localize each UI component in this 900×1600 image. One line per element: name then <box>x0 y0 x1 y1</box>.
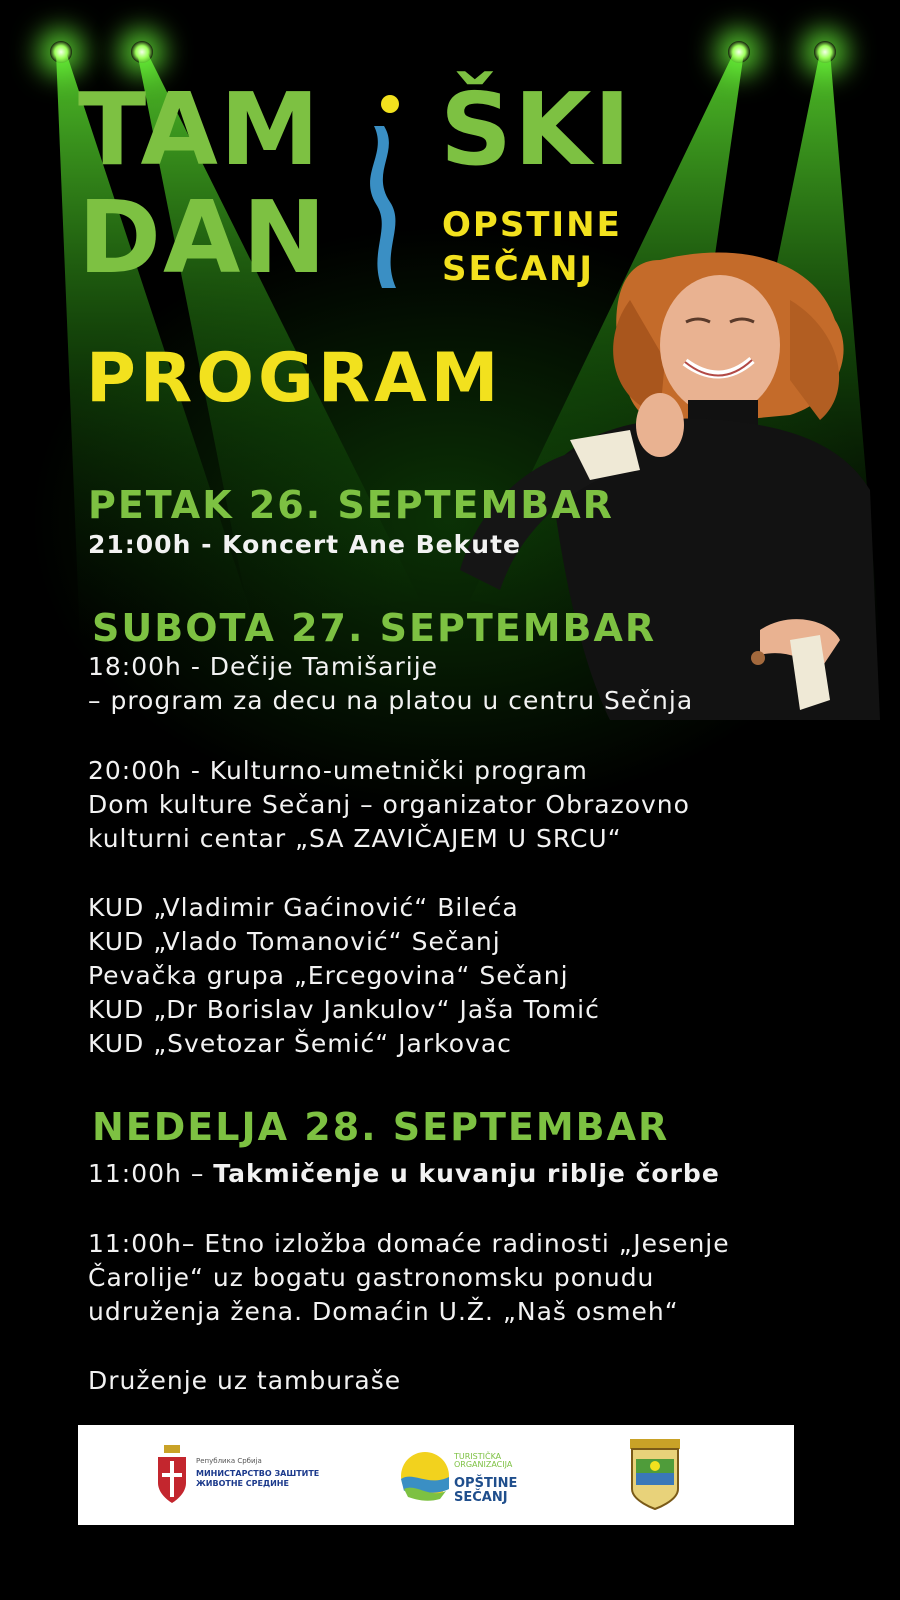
event-line: 21:00h - Koncert Ane Bekute <box>88 530 521 559</box>
festival-title-part2: ŠKI <box>440 71 633 188</box>
ensemble-line: KUD „Vlado Tomanović“ Sečanj <box>88 927 501 956</box>
sponsors-footer <box>78 1425 794 1525</box>
ministry-name-line2: ЖИВОТНЕ СРЕДИНЕ <box>196 1479 289 1489</box>
spotlight-icon <box>814 41 836 63</box>
ministry-logo <box>154 1443 334 1507</box>
tourist-org-small-text <box>454 1453 512 1470</box>
event-line: Dom kulture Sečanj – organizator Obrazovno <box>88 790 690 819</box>
tourist-org-big-text <box>454 1477 517 1504</box>
event-title: Takmičenje u kuvanju riblje čorbe <box>213 1159 720 1188</box>
tourist-org-line4: SEČANJ <box>454 1489 508 1505</box>
ministry-name-line1: МИНИСТАРСТВО ЗАШТИТЕ <box>196 1469 320 1478</box>
event-line: Druženje uz tamburaše <box>88 1366 402 1395</box>
ministry-country-label: Република Србија <box>196 1457 262 1465</box>
tourist-org-line1: TURISTIČKA <box>454 1452 502 1461</box>
event-line: udruženja žena. Domaćin U.Ž. „Naš osmeh“ <box>88 1297 679 1326</box>
spotlight-icon <box>728 41 750 63</box>
river-logo-icon <box>360 92 430 288</box>
program-heading: PROGRAM <box>86 339 503 418</box>
event-time: 11:00h – <box>88 1159 205 1188</box>
festival-subtitle-line2: SEČANJ <box>442 249 595 289</box>
event-line: 20:00h - Kulturno-umetnički program <box>88 756 588 785</box>
festival-subtitle-line1: OPSTINE <box>442 205 622 245</box>
ensemble-line: KUD „Svetozar Šemić“ Jarkovac <box>88 1029 512 1058</box>
ensemble-line: KUD „Dr Borislav Jankulov“ Jaša Tomić <box>88 995 600 1024</box>
municipality-emblem-icon <box>630 1439 680 1511</box>
tourist-org-line3: OPŠTINE <box>454 1476 518 1491</box>
event-line: kulturni centar „SA ZAVIČAJEM U SRCU“ <box>88 824 622 853</box>
event-line <box>88 1157 720 1192</box>
tourist-org-line2: ORGANIZACIJA <box>454 1460 513 1470</box>
ensemble-line: KUD „Vladimir Gaćinović“ Bileća <box>88 893 519 922</box>
day-heading-friday: PETAK 26. SEPTEMBAR <box>88 483 614 527</box>
ministry-name <box>196 1469 319 1490</box>
sun-river-logo-icon <box>398 1449 452 1503</box>
serbian-coat-of-arms-icon <box>154 1443 190 1507</box>
spotlight-icon <box>131 41 153 63</box>
event-line: Čarolije“ uz bogatu gastronomsku ponudu <box>88 1263 655 1292</box>
festival-title-part1: TAM <box>78 71 322 188</box>
day-heading-sunday: NEDELJA 28. SEPTEMBAR <box>92 1105 670 1149</box>
day-heading-saturday: SUBOTA 27. SEPTEMBAR <box>92 606 657 650</box>
event-line: – program za decu na platou u centru Sečnja <box>88 686 694 715</box>
ensemble-line: Pevačka grupa „Ercegovina“ Sečanj <box>88 961 569 990</box>
spotlight-icon <box>50 41 72 63</box>
tourist-organization-logo <box>398 1441 528 1509</box>
event-line: 18:00h - Dečije Tamišarije <box>88 652 439 681</box>
event-line: 11:00h– Etno izložba domaće radinosti „Jesenje <box>88 1229 730 1258</box>
festival-title-line2: DAN <box>78 179 329 296</box>
